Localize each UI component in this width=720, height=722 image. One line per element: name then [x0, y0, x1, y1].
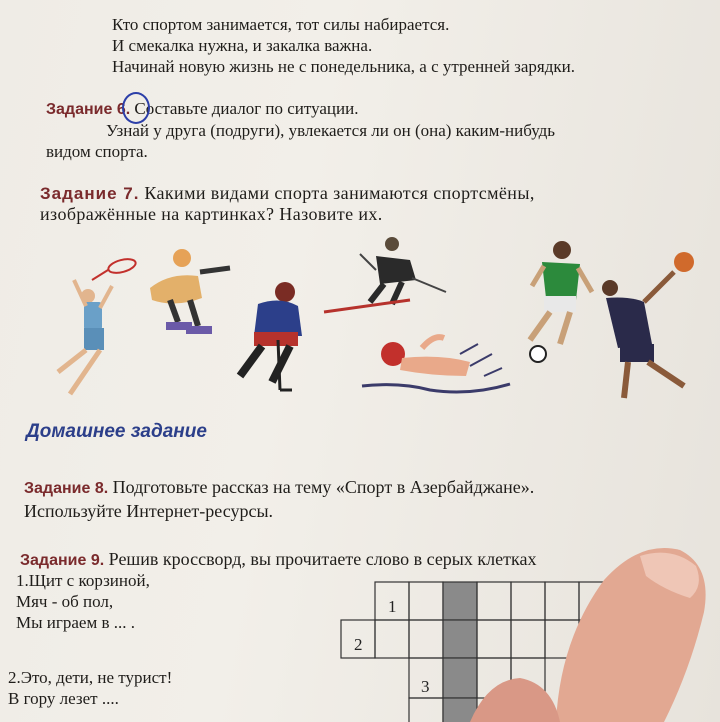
task-text: Составьте диалог по ситуации. [134, 99, 359, 118]
crossword-cell [511, 658, 545, 698]
crossword-cell [409, 658, 443, 698]
task-label: Задание 9. [20, 552, 105, 569]
task-text: Используйте Интернет-ресурсы. [24, 501, 274, 521]
task-text: видом спорта. [46, 142, 148, 161]
clue-line: Мы играем в ... . [16, 613, 135, 632]
crossword-cell [409, 698, 443, 722]
task-label: Задание 8. [24, 480, 109, 497]
task-7 [40, 183, 690, 225]
clue-line: В гору лезет .... [8, 689, 119, 708]
task-text: Подготовьте рассказ на тему «Спорт в Азербайджане». [112, 477, 535, 497]
crossword-grey-cell [443, 620, 477, 658]
sports-illustration [40, 236, 710, 416]
swimmer-figure [362, 337, 510, 392]
clue-line: Мяч - об пол, [16, 592, 114, 611]
task-text: изображённые на картинках? Назовите их. [40, 204, 383, 224]
crossword-cell [511, 582, 545, 620]
task-label: Задание 7. [40, 184, 140, 203]
roller-skater-figure [150, 249, 230, 334]
task-label: Задание 6. [46, 101, 131, 118]
poem-line: Кто спортом занимается, тот силы набирается. [112, 15, 450, 34]
crossword-cell [477, 582, 511, 620]
crossword-number: 2 [354, 635, 363, 654]
crossword-cell [341, 620, 375, 658]
crossword-cell [477, 620, 511, 658]
task-8 [24, 476, 704, 523]
skier-figure [324, 237, 446, 312]
football-player-figure [530, 241, 592, 362]
crossword-grey-cell [443, 658, 477, 698]
crossword-cell [375, 582, 409, 620]
task-text: Узнай у друга (подруги), увлекается ли он (она) каким-нибудь [106, 121, 556, 140]
crossword-grey-cell [443, 582, 477, 620]
poem-line: Начинай новую жизнь не с понедельника, а с утренней зарядки. [112, 57, 576, 76]
crossword-cell [579, 582, 613, 620]
crossword-cell [375, 620, 409, 658]
clue-line: 2.Это, дети, не турист! [8, 668, 173, 687]
poem [112, 14, 575, 77]
clue-line: 1.Щит с корзиной, [16, 571, 150, 590]
crossword-cell [511, 620, 545, 658]
pen-circle-annotation [122, 92, 150, 124]
hockey-player-figure [240, 282, 302, 390]
tennis-player-figure [58, 257, 137, 394]
task-text: Какими видами спорта занимаются спортсмёны, [144, 183, 535, 203]
crossword-number: 1 [388, 597, 397, 616]
task-6 [46, 98, 686, 162]
crossword-cell [545, 582, 579, 620]
homework-title: Домашнее задание [26, 421, 207, 442]
crossword-cell [545, 620, 579, 658]
crossword-clue-1 [16, 570, 150, 633]
crossword-cell [477, 658, 511, 698]
crossword-cell [409, 582, 443, 620]
poem-line: И смекалка нужна, и закалка важна. [112, 36, 373, 55]
crossword-grey-cell [443, 698, 477, 722]
basketball-player-figure [602, 252, 694, 398]
task-text: Решив кроссворд, вы прочитаете слово в серых клетках [108, 549, 537, 569]
crossword-clue-2 [8, 667, 172, 709]
crossword-cell [409, 620, 443, 658]
crossword-number: 3 [421, 677, 430, 696]
task-9 [20, 549, 660, 571]
